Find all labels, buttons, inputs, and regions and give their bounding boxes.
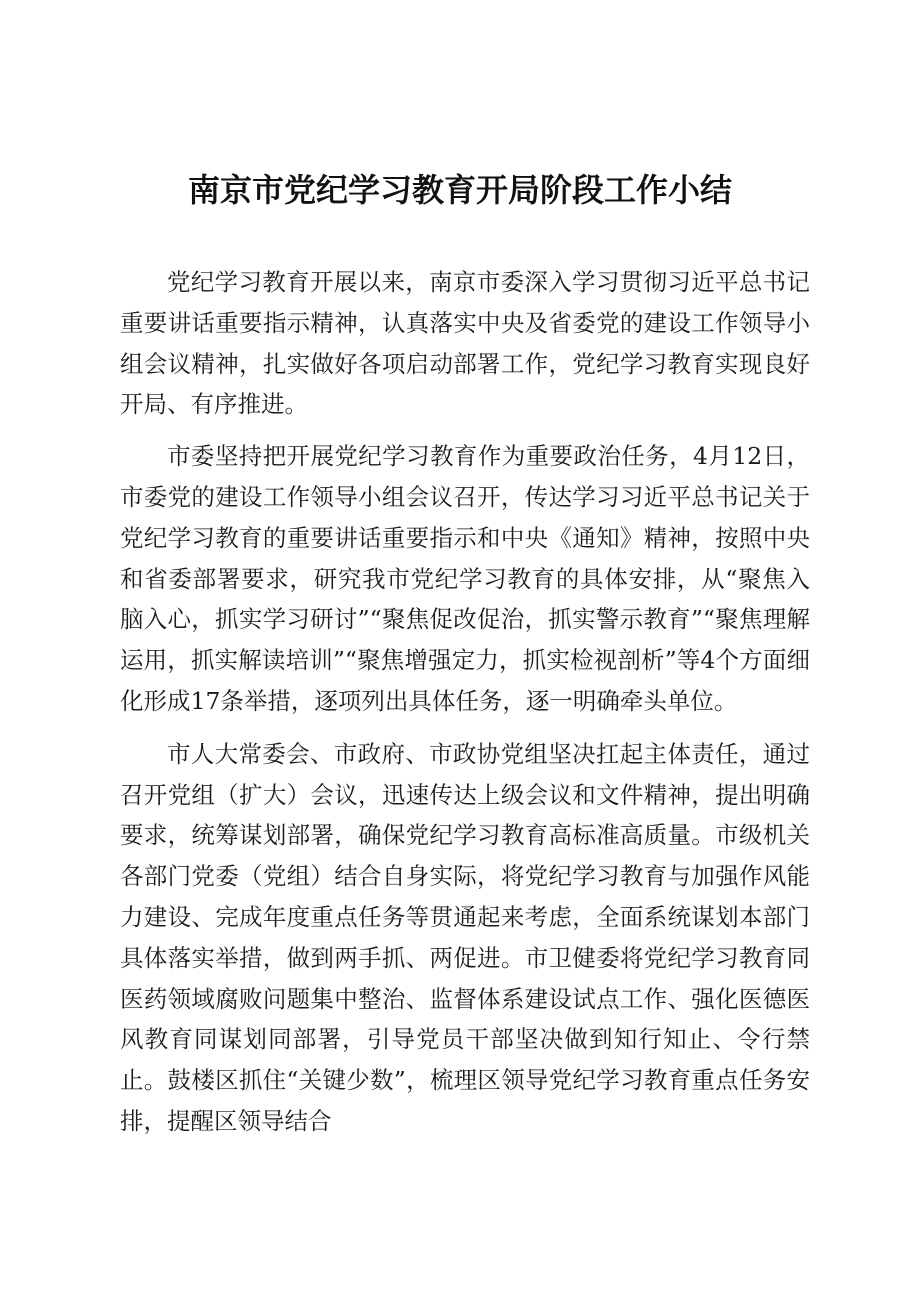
paragraph-3: 市人大常委会、市政府、市政协党组坚决扛起主体责任，通过召开党组（扩大）会议，迅速传达上级会议和文件精神，提出明确要求，统筹谋划部署，确保党纪学习教育高标准高质量。市级机关各部门党委（党组）结合自身实际，将党纪学习教育与加强作风能力建设、完成年度重点任务等贯通起来考虑，全面系统谋划本部门具体落实举措，做到两手抓、两促进。市卫健委将党纪学习教育同医药领域腐败问题集中整治、监督体系建设试点工作、强化医德医风教育同谋划同部署，引导党员干部坚决做到知行知止、令行禁止。鼓楼区抓住“关键少数”，梳理区领导党纪学习教育重点任务安排，提醒区领导结合 <box>120 739 810 1135</box>
document-title: 南京市党纪学习教育开局阶段工作小结 <box>187 171 732 209</box>
paragraph-2: 市委坚持把开展党纪学习教育作为重要政治任务，4月12日，市委党的建设工作领导小组会议召开，传达学习习近平总书记关于党纪学习教育的重要讲话重要指示和中央《通知》精神，按照中央和省委部署要求，研究我市党纪学习教育的具体安排，从“聚焦入脑入心，抓实学习研讨”“聚焦促改促治，抓实警示教育”“聚焦理解运用，抓实解读培训”“聚焦增强定力，抓实检视剖析”等4个方面细化形成17条举措，逐项列出具体任务，逐一明确牵头单位。 <box>120 442 810 715</box>
paragraph-1: 党纪学习教育开展以来，南京市委深入学习贯彻习近平总书记重要讲话重要指示精神，认真落实中央及省委党的建设工作领导小组会议精神，扎实做好各项启动部署工作，党纪学习教育实现良好开局、有序推进。 <box>120 268 810 419</box>
document-body <box>120 262 810 1142</box>
